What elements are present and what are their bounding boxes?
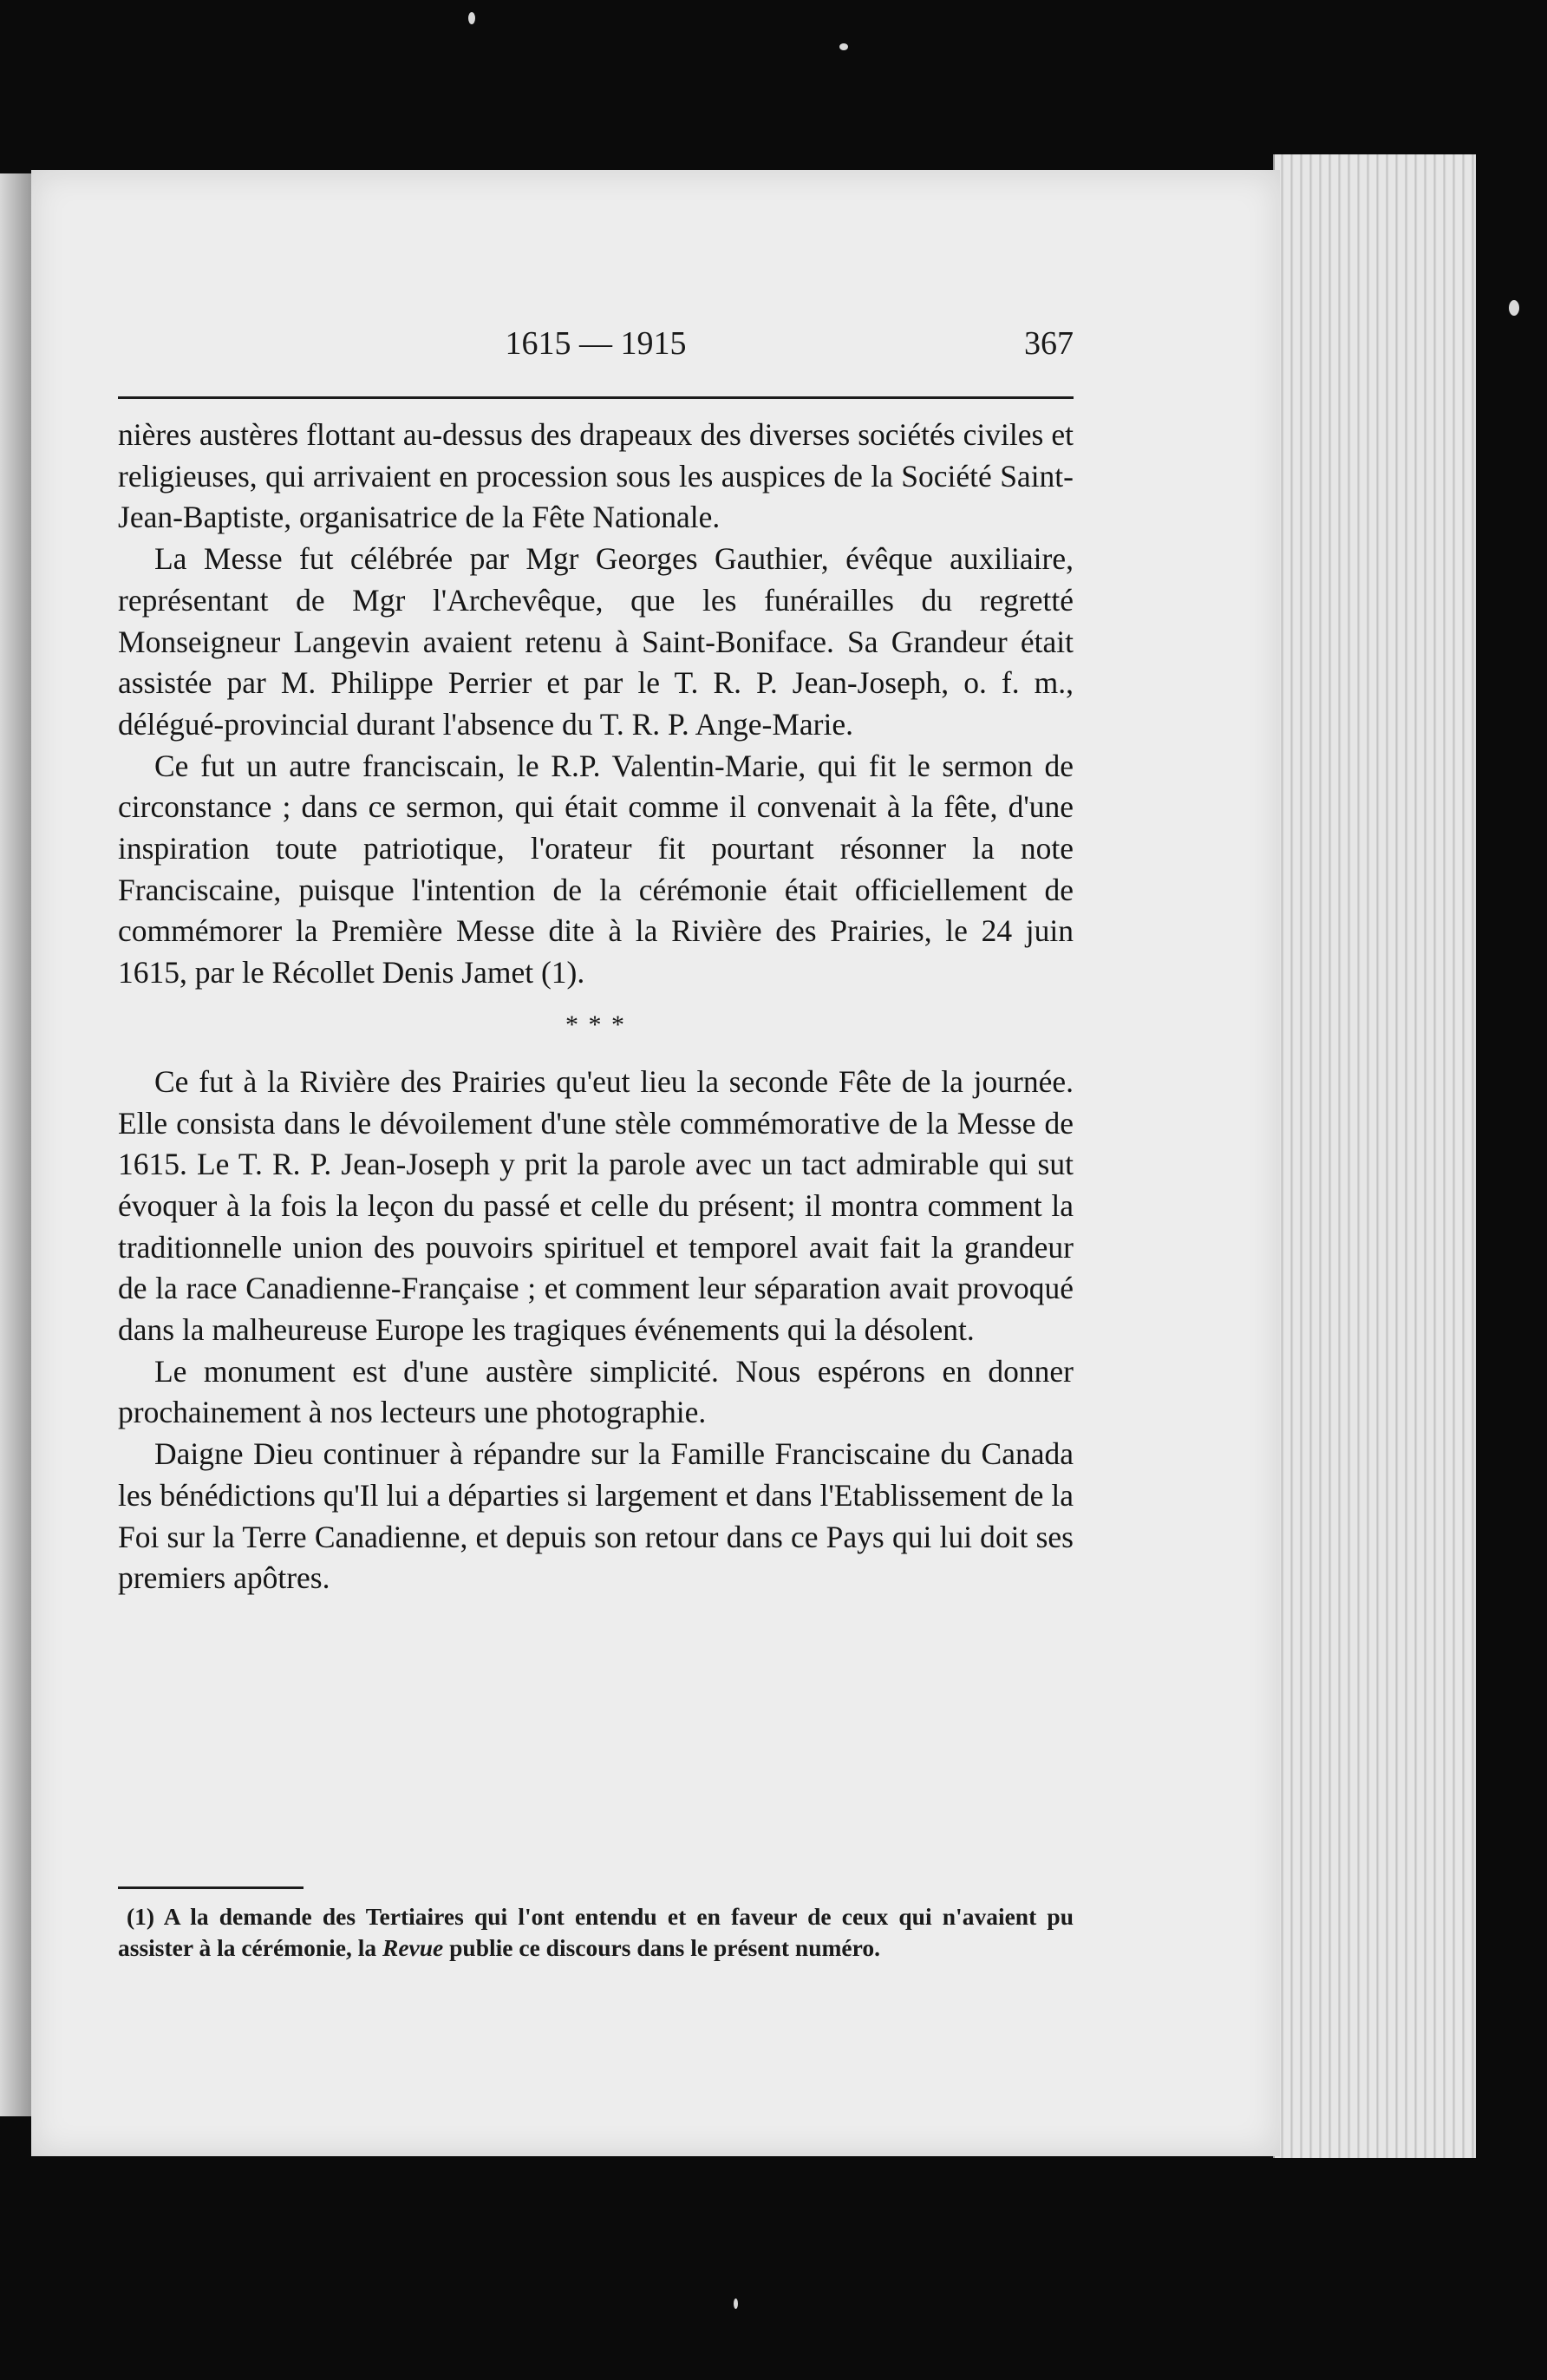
facing-page-edge [0, 173, 31, 2116]
paragraph: La Messe fut célébrée par Mgr Georges Gauthier, évêque auxiliaire, représentant de Mgr l'Archevêque, que les funérailles du regretté Monseigneur Langevin avaient retenu à Saint-Boniface. Sa Grandeur était assistée par M. Philippe Perrier et par le T. R. P. Jean-Joseph, o. f. m., délégué-provincial durant l'absence du T. R. P. Ange-Marie. [118, 541, 1074, 742]
paragraph: Le monument est d'une austère simplicité. Nous espérons en donner prochainement à nos lecteurs une photographie. [118, 1353, 1074, 1430]
book-page-edges [1273, 154, 1476, 2158]
paragraph: Ce fut à la Rivière des Prairies qu'eut lieu la seconde Fête de la journée. Elle consista dans le dévoilement d'une stèle commémorative de la Messe de 1615. Le T. R. P. Jean-Joseph y prit la parole avec un tact admirable qui sut évoquer à la fois la leçon du passé et celle du présent; il montra comment la traditionnelle union des pouvoirs spirituel et temporel avait fait la grandeur de la race Canadienne-Française ; et comment leur séparation avait provoqué dans la malheureuse Europe les tragiques événements qui la désolent. [118, 1063, 1074, 1348]
section-asterism: * * * [565, 1010, 626, 1039]
footnote [118, 1901, 1074, 1964]
page-number: 367 [1024, 325, 1074, 362]
paragraph-continued: nières austères flottant au-dessus des drapeaux des diverses sociétés civiles et religieuses, qui arrivaient en procession sous les auspices de la Société Saint-Jean-Baptiste, organisatrice de la Fête Nationale. [118, 417, 1074, 535]
footnote-text: (1) A la demande des Tertiaires qui l'ont entendu et en faveur de ceux qui n'avaient pu assister à la cérémonie, la [118, 1903, 1074, 1961]
body-text [118, 415, 1074, 1599]
footnote-italic: Revue [382, 1934, 444, 1961]
header-rule [118, 396, 1074, 399]
book-page [31, 170, 1280, 2156]
running-title: 1615 — 1915 [505, 325, 687, 362]
paragraph: Ce fut un autre franciscain, le R.P. Valentin-Marie, qui fit le sermon de circonstance ; dans ce sermon, qui était comme il convenait à la fête, d'une inspiration toute patriotique, l'orateur fit pourtant résonner la note Franciscaine, puisque l'intention de la cérémonie était officiellement de commémorer la Première Messe dite à la Rivière des Prairies, le 24 juin 1615, par le Récollet Denis Jamet (1). [118, 748, 1074, 991]
dust-speck [839, 43, 848, 50]
page-header [118, 324, 1074, 376]
footnote-rule [118, 1886, 304, 1889]
dust-speck [1509, 300, 1519, 316]
dust-speck [468, 12, 475, 24]
paragraph: Daigne Dieu continuer à répandre sur la Famille Franciscaine du Canada les bénédictions qu'Il lui a départies si largement et dans l'Etablissement de la Foi sur la Terre Canadienne, et depuis son retour dans ce Pays qui lui doit ses premiers apôtres. [118, 1436, 1074, 1596]
dust-speck [734, 2298, 738, 2309]
footnote-text-end: publie ce discours dans le présent numéro. [443, 1934, 880, 1961]
